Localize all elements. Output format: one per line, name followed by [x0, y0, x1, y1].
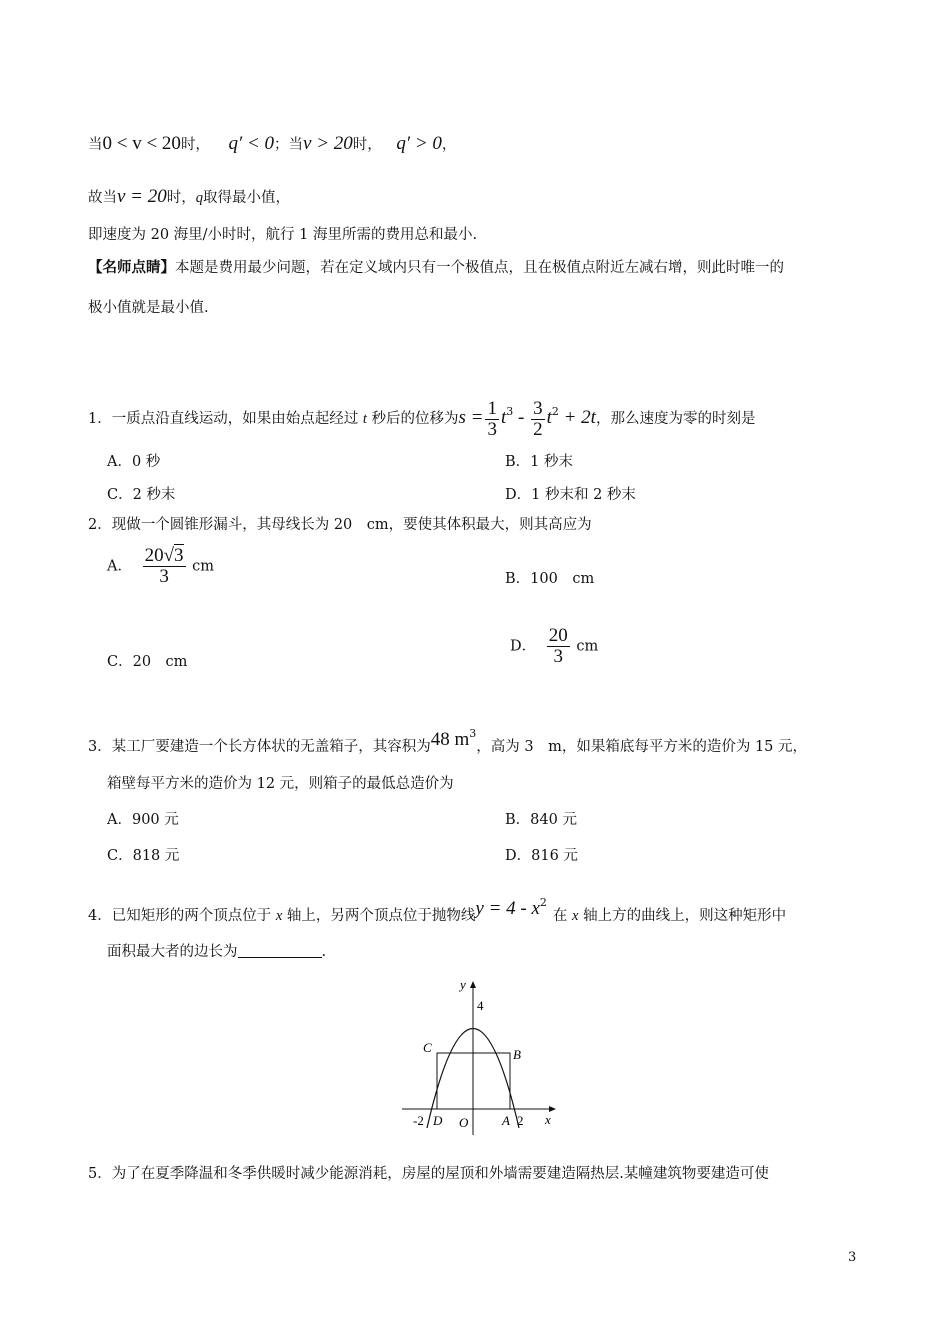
unit: cm	[576, 638, 599, 655]
q3-option-a[interactable]: A．900 元	[107, 812, 179, 828]
variable-x: x	[572, 908, 579, 924]
text: 1．一质点沿直线运动，如果由始点起经过	[88, 411, 363, 427]
exponent: 2	[539, 896, 547, 909]
text: 取得最小值，	[203, 190, 291, 206]
parabola-rectangle-figure	[396, 975, 566, 1135]
parabola-formula: y = 4 -	[475, 898, 532, 919]
question-5-stem: 5．为了在夏季降温和冬季供暖时减少能源消耗，房屋的屋顶和外墙需要建造隔热层.某幢建筑物要建造可使	[88, 1166, 769, 1182]
fraction: $\frac{1}{3}$	[487, 397, 497, 440]
label-D: D	[433, 1113, 443, 1128]
label-C: C	[423, 1040, 432, 1055]
sqrt-icon: √	[163, 545, 175, 566]
text: 时，	[166, 190, 196, 206]
formula: t	[546, 407, 552, 428]
fraction: $\frac{20√3}{3}$	[144, 545, 184, 587]
solution-line-1	[88, 134, 456, 155]
q3-option-d[interactable]: D．816 元	[505, 848, 578, 864]
solution-line-2	[88, 187, 290, 208]
fraction: $\frac{20}{3}$	[548, 625, 568, 667]
label-O: O	[459, 1115, 469, 1130]
question-1-stem	[88, 392, 755, 440]
text: ，	[441, 137, 457, 153]
text: 时，	[180, 137, 210, 153]
q1-option-c[interactable]: C．2 秒末	[107, 487, 176, 503]
y-axis-label: y	[460, 977, 466, 992]
text: 4．已知矩形的两个顶点位于	[88, 908, 276, 924]
unit: cm	[192, 558, 215, 575]
question-4-line-2: 面积最大者的边长为 .	[107, 944, 327, 960]
variable-x: x	[275, 908, 283, 924]
text: ，那么速度为零的时刻是	[595, 411, 756, 427]
formula: t	[500, 407, 507, 428]
solution-line-3: 即速度为 20 海里/小时时，航行 1 海里所需的费用总和最小.	[88, 227, 478, 243]
text: 3．某工厂要建造一个长方体状的无盖箱子，其容积为	[88, 739, 431, 755]
formula: s =	[458, 407, 484, 428]
label-A: A	[502, 1113, 510, 1128]
q2-option-b[interactable]: B．100 cm	[505, 571, 595, 587]
question-3-line-2: 箱壁每平方米的造价为 12 元，则箱子的最低总造价为	[107, 776, 454, 792]
text: 在	[552, 908, 573, 924]
text: 时，	[352, 137, 382, 153]
comment-text: 本题是费用最少问题，若在定义域内只有一个极值点，且在极值点附近左减右增，则此时唯一的	[175, 260, 784, 276]
q1-option-b[interactable]: B．1 秒末	[505, 454, 573, 470]
label-4: 4	[477, 998, 484, 1013]
variable-t: t	[362, 411, 367, 427]
x-axis-label: x	[545, 1112, 551, 1127]
math-expression: v = 20	[117, 186, 167, 207]
derivative-expression: q′ > 0	[396, 133, 442, 154]
y-axis-arrow-icon	[470, 981, 476, 988]
page-number: 3	[848, 1250, 857, 1265]
volume: 48 m	[430, 729, 470, 750]
comment-line-2: 极小值就是最小值.	[88, 300, 209, 316]
q1-option-d[interactable]: D．1 秒末和 2 秒末	[505, 487, 636, 503]
option-label: D．	[510, 638, 537, 655]
q2-option-d[interactable]	[510, 626, 598, 667]
comment-tag: 【名师点睛】	[88, 259, 175, 276]
q3-option-c[interactable]: C．818 元	[107, 848, 180, 864]
q1-option-a[interactable]: A．0 秒	[107, 454, 161, 470]
condition-expression: 0 < v < 20	[102, 133, 181, 154]
question-2-stem: 2．现做一个圆锥形漏斗，其母线长为 20 cm，要使其体积最大，则其高应为	[88, 517, 592, 533]
fraction: $\frac{3}{2}$	[533, 397, 543, 440]
label-2: 2	[517, 1113, 524, 1128]
variable-q: q	[195, 190, 204, 206]
label-B: B	[513, 1047, 521, 1062]
formula: + 2t	[558, 407, 596, 428]
exponent: 2	[551, 405, 559, 418]
exponent: 3	[469, 727, 477, 740]
option-label: A．	[107, 558, 132, 575]
text: 轴上，另两个顶点位于抛物线	[282, 908, 476, 924]
exponent: 3	[506, 405, 514, 418]
parabola-formula: x	[531, 898, 540, 919]
answer-blank[interactable]	[238, 943, 322, 958]
q3-option-b[interactable]: B．840 元	[505, 812, 577, 828]
text: ；当	[274, 137, 304, 153]
comment-line-1	[88, 258, 784, 278]
question-4-stem	[88, 893, 786, 926]
label-neg-2: -2	[413, 1113, 424, 1128]
question-3-stem	[88, 724, 807, 757]
text: 当	[88, 137, 103, 153]
text: 秒后的位移为	[366, 411, 459, 427]
text: ，高为 3 m，如果箱底每平方米的造价为 15 元，	[476, 739, 808, 755]
derivative-expression: q′ < 0	[228, 133, 275, 154]
condition-expression: v > 20	[303, 133, 353, 154]
text: 轴上方的曲线上，则这种矩形中	[578, 908, 787, 924]
text: 故当	[88, 190, 117, 206]
q2-option-c[interactable]: C．20 cm	[107, 654, 188, 670]
q2-option-a[interactable]	[107, 546, 214, 587]
formula: -	[513, 407, 530, 428]
